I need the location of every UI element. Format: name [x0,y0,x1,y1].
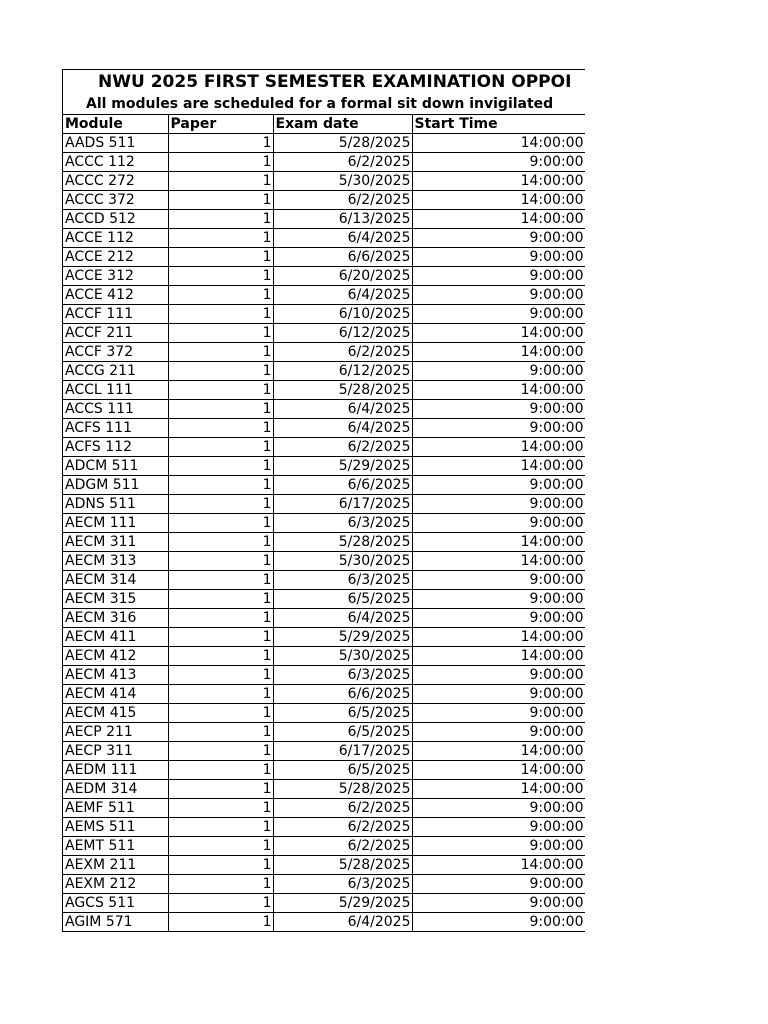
paper-cell: 1 [168,552,273,571]
paper-cell: 1 [168,153,273,172]
paper-cell: 1 [168,381,273,400]
module-cell: ACCE 212 [63,248,168,267]
paper-cell: 1 [168,875,273,894]
exam-date-cell: 6/2/2025 [273,799,412,818]
start-time-cell: 14:00:00 [412,628,585,647]
module-cell: ACFS 112 [63,438,168,457]
exam-date-cell: 6/20/2025 [273,267,412,286]
exam-date-cell: 6/12/2025 [273,324,412,343]
exam-date-cell: 6/4/2025 [273,609,412,628]
module-cell: AECM 314 [63,571,168,590]
exam-date-cell: 5/30/2025 [273,647,412,666]
paper-cell: 1 [168,267,273,286]
module-cell: AECM 415 [63,704,168,723]
start-time-cell: 9:00:00 [412,913,585,932]
module-cell: AECM 111 [63,514,168,533]
exam-date-cell: 6/2/2025 [273,191,412,210]
table-header-row [63,115,585,134]
exam-date-cell: 6/2/2025 [273,438,412,457]
module-cell: ACFS 111 [63,419,168,438]
paper-cell: 1 [168,685,273,704]
column-header-module: Module [63,115,168,134]
exam-date-cell: 5/28/2025 [273,381,412,400]
start-time-cell: 9:00:00 [412,590,585,609]
start-time-cell: 9:00:00 [412,894,585,913]
paper-cell: 1 [168,343,273,362]
start-time-cell: 14:00:00 [412,647,585,666]
table-row [63,153,585,172]
start-time-cell: 9:00:00 [412,153,585,172]
table-row [63,685,585,704]
table-row [63,761,585,780]
start-time-cell: 9:00:00 [412,799,585,818]
table-row [63,438,585,457]
start-time-cell: 14:00:00 [412,533,585,552]
table-row [63,552,585,571]
exam-table [63,115,585,932]
module-cell: AEDM 314 [63,780,168,799]
exam-date-cell: 5/28/2025 [273,780,412,799]
exam-date-cell: 6/17/2025 [273,495,412,514]
table-row [63,590,585,609]
table-row [63,305,585,324]
column-header-start-time: Start Time [412,115,585,134]
exam-date-cell: 5/28/2025 [273,856,412,875]
module-cell: AGCS 511 [63,894,168,913]
table-row [63,628,585,647]
module-cell: ADNS 511 [63,495,168,514]
module-cell: AADS 511 [63,134,168,153]
table-row [63,419,585,438]
start-time-cell: 9:00:00 [412,685,585,704]
exam-date-cell: 6/4/2025 [273,419,412,438]
table-row [63,476,585,495]
paper-cell: 1 [168,495,273,514]
module-cell: AECP 311 [63,742,168,761]
paper-cell: 1 [168,438,273,457]
table-row [63,286,585,305]
paper-cell: 1 [168,419,273,438]
paper-cell: 1 [168,571,273,590]
module-cell: AEMT 511 [63,837,168,856]
start-time-cell: 9:00:00 [412,666,585,685]
page-title: NWU 2025 FIRST SEMESTER EXAMINATION OPPOI [98,72,572,92]
exam-date-cell: 6/3/2025 [273,571,412,590]
table-row [63,362,585,381]
table-row [63,647,585,666]
table-row [63,381,585,400]
column-header-exam-date: Exam date [273,115,412,134]
module-cell: ADGM 511 [63,476,168,495]
paper-cell: 1 [168,723,273,742]
start-time-cell: 14:00:00 [412,172,585,191]
start-time-cell: 14:00:00 [412,457,585,476]
start-time-cell: 14:00:00 [412,381,585,400]
start-time-cell: 9:00:00 [412,286,585,305]
table-row [63,609,585,628]
module-cell: AECM 316 [63,609,168,628]
exam-date-cell: 6/6/2025 [273,685,412,704]
start-time-cell: 9:00:00 [412,609,585,628]
table-row [63,837,585,856]
exam-date-cell: 6/4/2025 [273,400,412,419]
start-time-cell: 9:00:00 [412,818,585,837]
start-time-cell: 9:00:00 [412,723,585,742]
exam-date-cell: 6/4/2025 [273,913,412,932]
exam-date-cell: 6/5/2025 [273,590,412,609]
start-time-cell: 9:00:00 [412,305,585,324]
start-time-cell: 14:00:00 [412,552,585,571]
paper-cell: 1 [168,666,273,685]
table-row [63,704,585,723]
start-time-cell: 9:00:00 [412,229,585,248]
paper-cell: 1 [168,609,273,628]
module-cell: ACCS 111 [63,400,168,419]
paper-cell: 1 [168,248,273,267]
start-time-cell: 9:00:00 [412,362,585,381]
start-time-cell: 9:00:00 [412,476,585,495]
paper-cell: 1 [168,837,273,856]
start-time-cell: 14:00:00 [412,438,585,457]
exam-date-cell: 6/2/2025 [273,837,412,856]
paper-cell: 1 [168,305,273,324]
exam-date-cell: 6/2/2025 [273,153,412,172]
paper-cell: 1 [168,647,273,666]
exam-date-cell: 5/28/2025 [273,134,412,153]
exam-date-cell: 5/28/2025 [273,533,412,552]
module-cell: AECM 414 [63,685,168,704]
start-time-cell: 14:00:00 [412,191,585,210]
paper-cell: 1 [168,818,273,837]
exam-date-cell: 6/3/2025 [273,875,412,894]
module-cell: ACCL 111 [63,381,168,400]
module-cell: ACCE 312 [63,267,168,286]
start-time-cell: 14:00:00 [412,780,585,799]
start-time-cell: 9:00:00 [412,267,585,286]
table-row [63,267,585,286]
paper-cell: 1 [168,172,273,191]
start-time-cell: 9:00:00 [412,837,585,856]
start-time-cell: 9:00:00 [412,514,585,533]
module-cell: AECM 411 [63,628,168,647]
exam-date-cell: 5/29/2025 [273,894,412,913]
table-row [63,818,585,837]
table-row [63,457,585,476]
paper-cell: 1 [168,742,273,761]
paper-cell: 1 [168,799,273,818]
table-row [63,723,585,742]
module-cell: AEXM 211 [63,856,168,875]
start-time-cell: 9:00:00 [412,571,585,590]
table-row [63,799,585,818]
exam-date-cell: 6/3/2025 [273,666,412,685]
exam-date-cell: 6/13/2025 [273,210,412,229]
start-time-cell: 9:00:00 [412,419,585,438]
paper-cell: 1 [168,476,273,495]
start-time-cell: 14:00:00 [412,742,585,761]
table-row [63,210,585,229]
paper-cell: 1 [168,514,273,533]
paper-cell: 1 [168,229,273,248]
exam-date-cell: 6/17/2025 [273,742,412,761]
module-cell: ACCF 111 [63,305,168,324]
module-cell: ACCE 112 [63,229,168,248]
start-time-cell: 9:00:00 [412,248,585,267]
module-cell: ACCC 112 [63,153,168,172]
table-row [63,229,585,248]
module-cell: AECM 412 [63,647,168,666]
module-cell: ACCC 372 [63,191,168,210]
page-subtitle: All modules are scheduled for a formal sit down invigilated [63,94,585,115]
table-row [63,495,585,514]
paper-cell: 1 [168,324,273,343]
exam-date-cell: 5/29/2025 [273,628,412,647]
table-row [63,571,585,590]
exam-date-cell: 6/6/2025 [273,476,412,495]
start-time-cell: 14:00:00 [412,210,585,229]
module-cell: ACCF 211 [63,324,168,343]
table-row [63,172,585,191]
exam-date-cell: 6/12/2025 [273,362,412,381]
start-time-cell: 14:00:00 [412,134,585,153]
table-row [63,324,585,343]
module-cell: AECM 311 [63,533,168,552]
exam-date-cell: 6/6/2025 [273,248,412,267]
paper-cell: 1 [168,191,273,210]
table-row [63,514,585,533]
paper-cell: 1 [168,134,273,153]
module-cell: AEMS 511 [63,818,168,837]
table-row [63,742,585,761]
column-header-paper: Paper [168,115,273,134]
table-row [63,248,585,267]
table-row [63,780,585,799]
module-cell: ACCE 412 [63,286,168,305]
module-cell: AEMF 511 [63,799,168,818]
table-row [63,533,585,552]
module-cell: AECP 211 [63,723,168,742]
table-body [63,134,585,932]
exam-date-cell: 6/4/2025 [273,286,412,305]
module-cell: ACCC 272 [63,172,168,191]
start-time-cell: 14:00:00 [412,761,585,780]
exam-date-cell: 5/30/2025 [273,552,412,571]
paper-cell: 1 [168,210,273,229]
exam-date-cell: 6/3/2025 [273,514,412,533]
table-row [63,913,585,932]
table-row [63,191,585,210]
paper-cell: 1 [168,704,273,723]
paper-cell: 1 [168,894,273,913]
paper-cell: 1 [168,780,273,799]
module-cell: AEDM 111 [63,761,168,780]
paper-cell: 1 [168,856,273,875]
exam-date-cell: 6/5/2025 [273,704,412,723]
exam-date-cell: 6/5/2025 [273,761,412,780]
table-row [63,134,585,153]
paper-cell: 1 [168,628,273,647]
paper-cell: 1 [168,533,273,552]
module-cell: AEXM 212 [63,875,168,894]
start-time-cell: 14:00:00 [412,856,585,875]
table-row [63,875,585,894]
start-time-cell: 9:00:00 [412,400,585,419]
table-row [63,343,585,362]
start-time-cell: 9:00:00 [412,495,585,514]
table-row [63,400,585,419]
module-cell: ACCD 512 [63,210,168,229]
table-row [63,666,585,685]
module-cell: ACCG 211 [63,362,168,381]
paper-cell: 1 [168,286,273,305]
module-cell: AECM 315 [63,590,168,609]
table-row [63,856,585,875]
exam-date-cell: 5/30/2025 [273,172,412,191]
module-cell: AGIM 571 [63,913,168,932]
paper-cell: 1 [168,362,273,381]
exam-date-cell: 6/4/2025 [273,229,412,248]
paper-cell: 1 [168,913,273,932]
paper-cell: 1 [168,590,273,609]
start-time-cell: 9:00:00 [412,875,585,894]
start-time-cell: 14:00:00 [412,324,585,343]
paper-cell: 1 [168,400,273,419]
module-cell: ADCM 511 [63,457,168,476]
start-time-cell: 9:00:00 [412,704,585,723]
exam-date-cell: 5/29/2025 [273,457,412,476]
exam-date-cell: 6/2/2025 [273,343,412,362]
module-cell: ACCF 372 [63,343,168,362]
start-time-cell: 14:00:00 [412,343,585,362]
paper-cell: 1 [168,457,273,476]
exam-date-cell: 6/10/2025 [273,305,412,324]
module-cell: AECM 413 [63,666,168,685]
table-row [63,894,585,913]
paper-cell: 1 [168,761,273,780]
exam-schedule-sheet [62,69,585,932]
module-cell: AECM 313 [63,552,168,571]
exam-date-cell: 6/2/2025 [273,818,412,837]
exam-date-cell: 6/5/2025 [273,723,412,742]
